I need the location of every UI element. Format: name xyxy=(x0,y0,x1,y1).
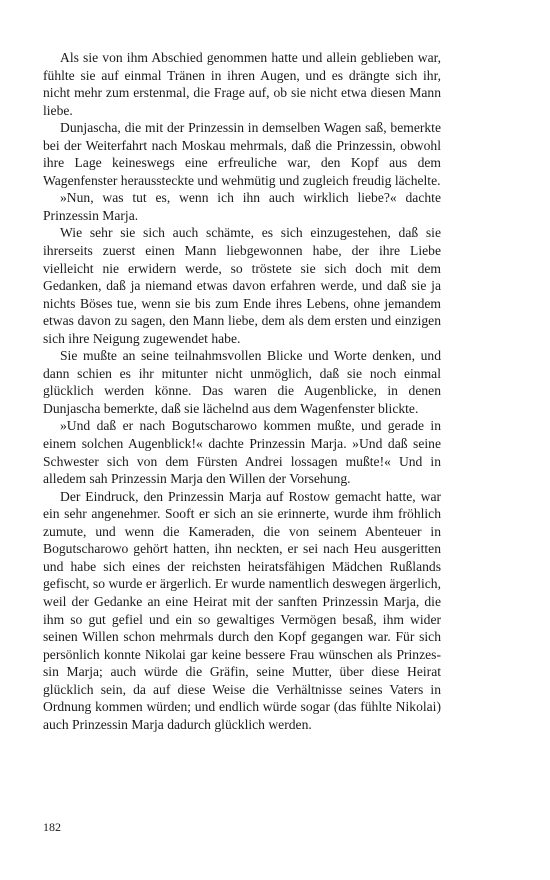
body-text xyxy=(43,49,441,733)
paragraph: Dunjascha, die mit der Prinzessin in demselben Wagen saß, bemerkte bei der Weiterfahrt nach Moskau mehrmals, daß die Prinzessin, obwohl ihre Lage keineswegs eine erfreuliche war, den Kopf aus dem Wagenfenster heraussteckte und wehmütig und zugleich freudig lächelte. xyxy=(43,120,441,188)
paragraph: »Und daß er nach Bogutscharowo kommen mußte, und gerade in einem solchen Augenblick!« dachte Prinzessin Marja. »Und daß seine Schwester sich von dem Fürsten Andrei lossagen mußte!« Und in alledem sah Prinzessin Marja den Willen der Vorsehung. xyxy=(43,418,441,487)
paragraph: »Nun, was tut es, wenn ich ihn auch wirklich liebe?« dachte Prinzessin Marja. xyxy=(43,190,441,223)
paragraph: Als sie von ihm Abschied genommen hatte und allein geblieben war, fühlte sie auf einmal Tränen in ihren Augen, und es drängte sich ihr, nicht mehr zum erstenmal, die Frage auf, ob sie nicht etwa diesen Mann liebe. xyxy=(43,50,441,118)
paragraph: Wie sehr sie sich auch schämte, es sich einzugestehen, daß sie ihrerseits zuerst einen Mann liebgewonnen habe, der ihre Liebe vielleicht nie erwidern werde, so tröstete sie sich doch mit dem Gedanken, daß ja niemand etwas davon erfahren werde, und daß sie ja nichts Böses tue, wenn sie bis zum Ende ihres Lebens, ohne jemandem etwas davon zu sagen, den Mann liebe, dem als dem ersten und einzigen sich ihre Neigung zugewendet habe. xyxy=(43,225,441,346)
page-number: 182 xyxy=(43,820,61,834)
paragraph: Der Eindruck, den Prinzessin Marja auf Rostow gemacht hatte, war ein sehr angenehmer. Sooft er sich an sie erinnerte, wurde ihm fröhlich zumute, und wenn die Kameraden, die von seinem Abenteuer in Bogutscharowo gehört hatten, ihn neckten, er sei nach Heu ausgeritten und habe sich eines der reichsten heiratsfähigen Mädchen Rußlands gefischt, so wurde er ärgerlich. Er wurde namentlich deswegen ärgerlich, weil der Gedanke an eine Heirat mit der sanften Prinzessin Marja, die ihm so gut gefiel und ein so gewaltiges Vermögen besaß, ihm wider seinen Willen schon mehrmals durch den Kopf gegangen war. Für sich persönlich konnte Nikolai gar keine bessere Frau wünschen als Prinzessin Marja; auch würde die Gräfin, seine Mutter, über diese Heirat glücklich sein, da auf diese Weise die Verhältnisse seines Vaters in Ordnung kommen würden; und endlich würde sogar (das fühlte Nikolai) auch Prinzessin Marja dadurch glücklich werden. xyxy=(43,488,441,732)
paragraph: Sie mußte an seine teilnahmsvollen Blicke und Worte denken, und dann schien es ihr mitunter nicht unmöglich, daß sie noch einmal glücklich werden könne. Das waren die Augenblicke, in denen Dunjascha bemerkte, daß sie lächelnd aus dem Wagenfenster blickte. xyxy=(43,348,441,416)
